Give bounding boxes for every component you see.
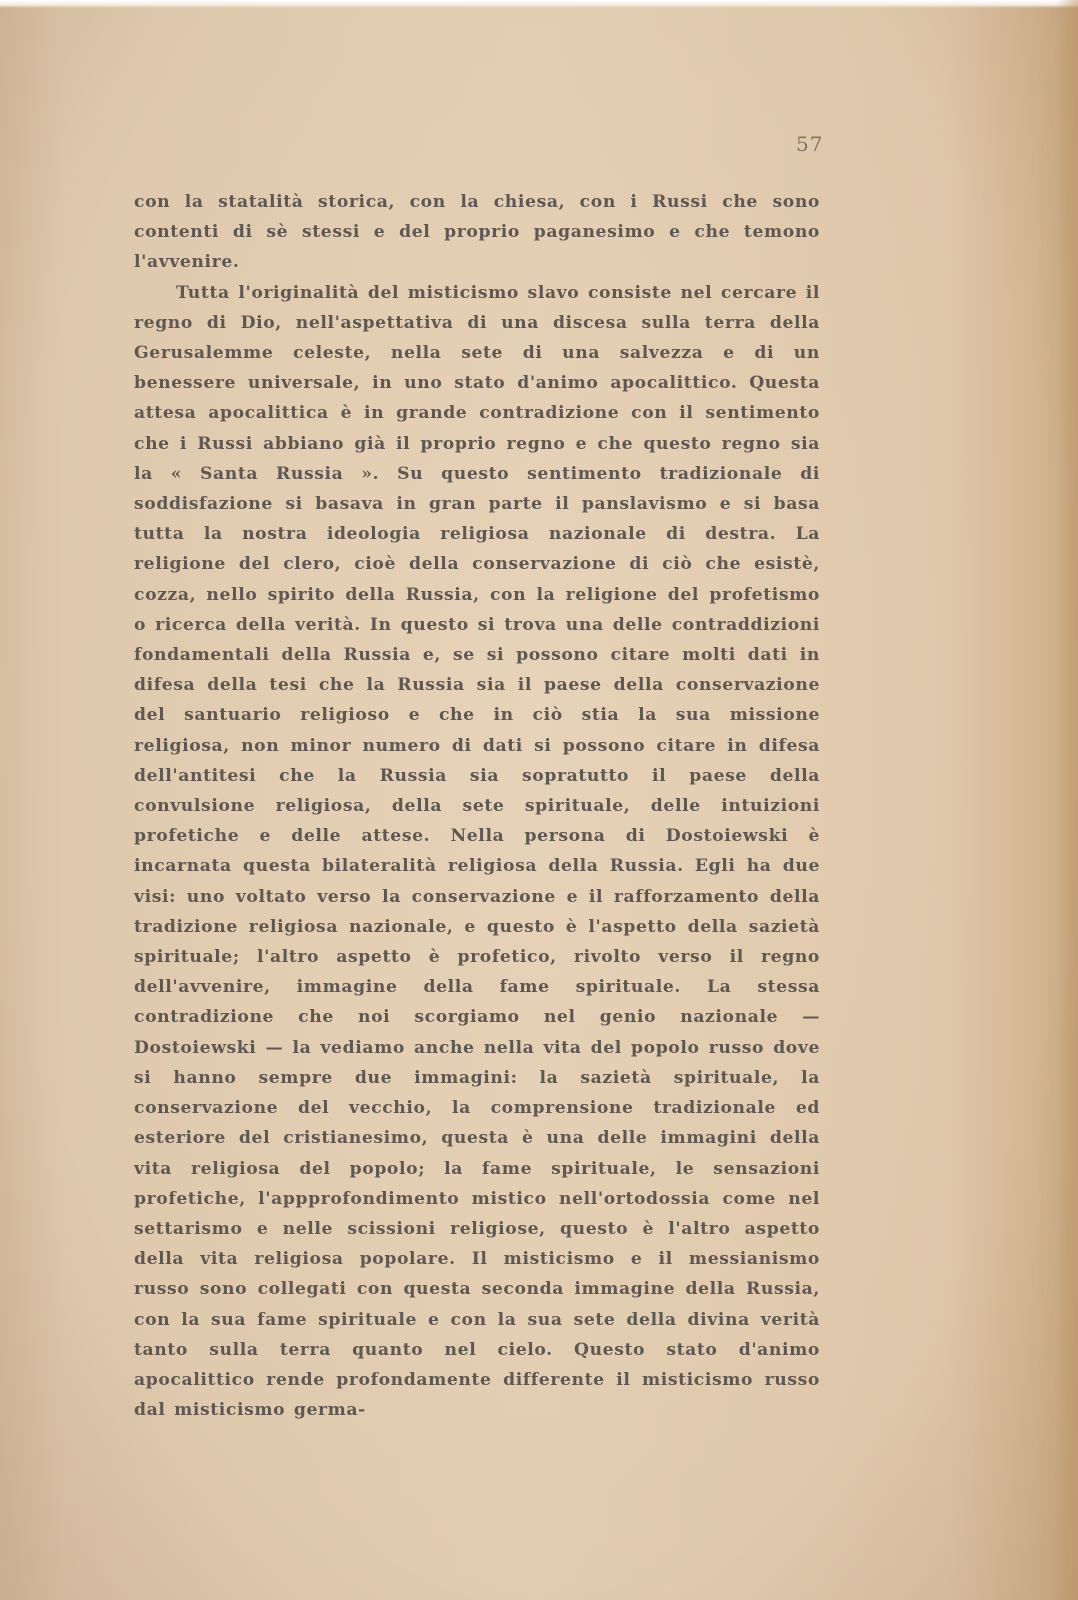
paragraph-main: Tutta l'originalità del misticismo slavo consiste nel cercare il regno di Dio, nell'aspettativa di una discesa sulla terra della Gerusalemme celeste, nella sete di una salvezza e di un benessere universale, in uno stato d'animo apocalittico. Questa attesa apocalittica è in grande contradizione con il sentimento che i Russi abbiano già il proprio regno e che questo regno sia la « Santa Russia ». Su questo sentimento tradizionale di soddisfazione si basava in gran parte il panslavismo e si basa tutta la nostra ideologia religiosa nazionale di destra. La religione del clero, cioè della conservazione di ciò che esistè, cozza, nello spirito della Russia, con la religione del profetismo o ricerca della verità. In questo si trova una delle contraddizioni fondamentali della Russia e, se si possono citare molti dati in difesa della tesi che la Russia sia il paese della conservazione del santuario religioso e che in ciò stia la sua missione religiosa, non minor numero di dati si possono citare in difesa dell'antitesi che la Russia sia sopratutto il paese della convulsione religiosa, della sete spirituale, delle intuizioni profetiche e delle attese. Nella persona di Dostoiewski è incarnata questa bilateralità religiosa della Russia. Egli ha due visi: uno voltato verso la conservazione e il rafforzamento della tradizione religiosa nazionale, e questo è l'aspetto della sazietà spirituale; l'altro aspetto è profetico, rivolto verso il regno dell'avvenire, immagine della fame spirituale. La stessa contradizione che noi scorgiamo nel genio nazionale — Dostoiewski — la vediamo anche nella vita del popolo russo dove si hanno sempre due immagini: la sazietà spirituale, la conservazione del vecchio, la comprensione tradizionale ed esteriore del cristianesimo, questa è una delle immagini della vita religiosa del popolo; la fame spirituale, le sensazioni profetiche, l'appprofondimento mistico nell'ortodossia come nel settarismo e nelle scissioni religiose, questo è l'altro aspetto della vita religiosa popolare. Il misticismo e il messianismo russo sono collegati con questa seconda immagine della Russia, con la sua fame spirituale e con la sua sete della divina verità tanto sulla terra quanto nel cielo. Questo stato d'animo apocalittico rende profondamente differente il misticismo russo dal misticismo germa-	[134, 282, 820, 1421]
page-right-edge-shadow	[1056, 0, 1078, 1600]
paragraph-continued: con la statalità storica, con la chiesa, con i Russi che sono contenti di sè stessi e del proprio paganesimo e che temono l'avvenire.	[134, 192, 820, 273]
page-top-edge	[0, 0, 1078, 8]
page-number: 57	[796, 132, 824, 156]
body-text	[134, 187, 820, 1425]
